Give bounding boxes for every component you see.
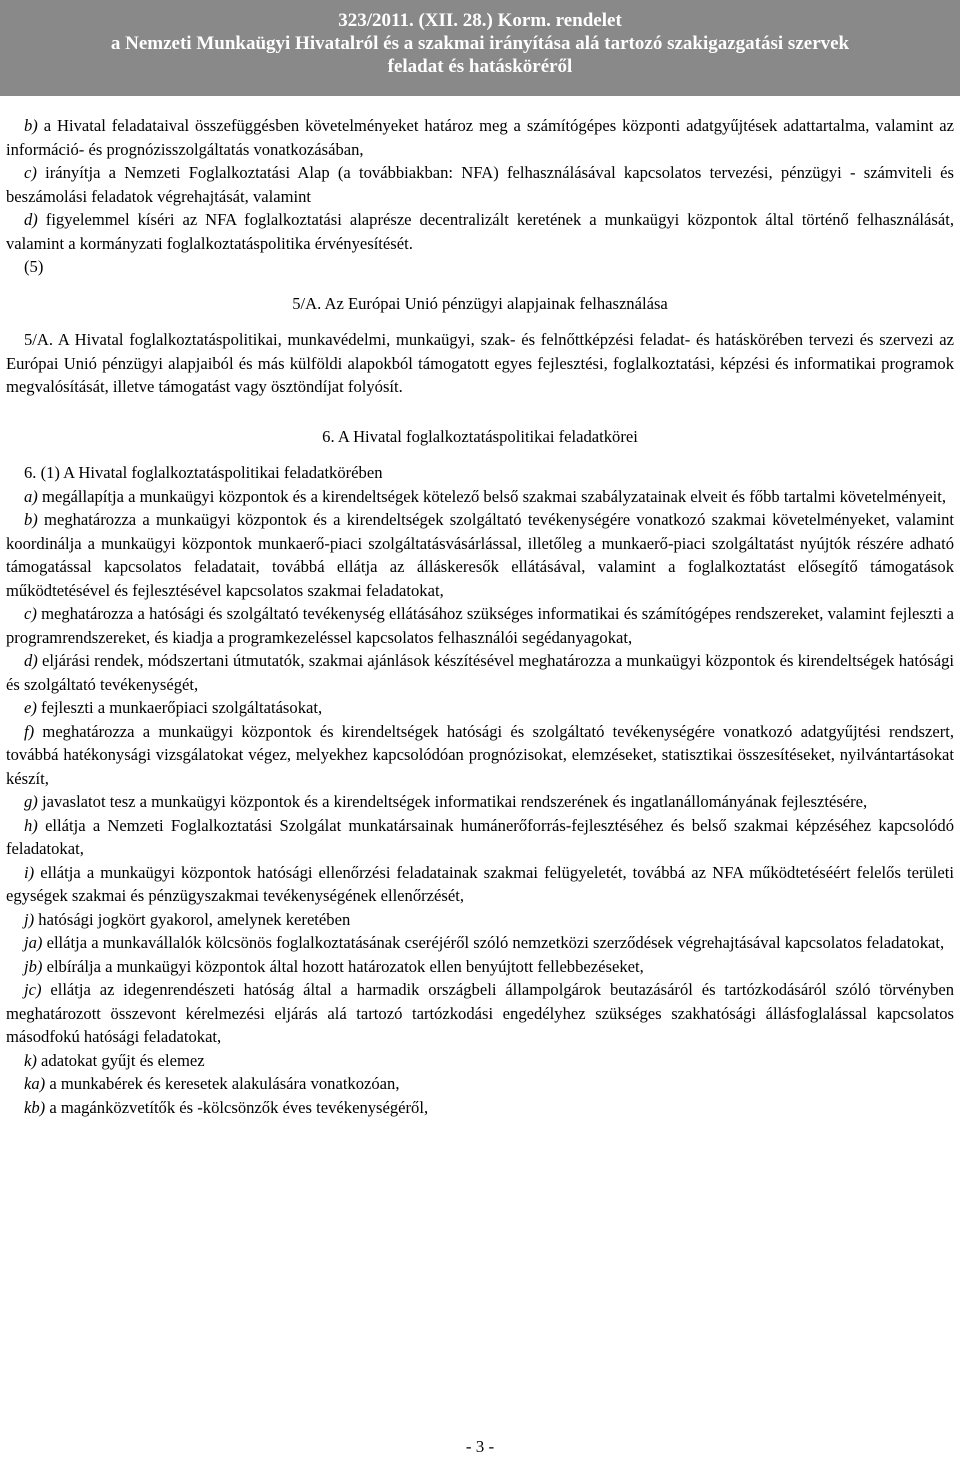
document-body [6,114,954,1119]
list-item-jc: jc) ellátja az idegenrendészeti hatóság által a harmadik országbeli állampolgárok beutazásáról és tartózkodásáról szóló törvényben meghatározott összevont kérelmezési eljárás alá tartozó tartózkodási engedélyhez szükséges szakhatósági állásfoglalással kapcsolatos másodfokú hatósági feladatokat, [6,980,954,1046]
document-header [0,0,960,96]
list-item-j: j) hatósági jogkört gyakorol, amelynek keretében [24,909,351,929]
list-item-jb: jb) elbírálja a munkaügyi központok által hozott határozatok ellen benyújtott fellebbezéseket, [24,956,644,976]
list-item-d: d) figyelemmel kíséri az NFA foglalkoztatási alaprésze decentralizált keretének a munkaügyi központok által történő felhasználását, valamint a kormányzati foglalkoztatáspolitika érvényesítését. [6,210,954,253]
list-item-d: d) eljárási rendek, módszertani útmutatók, szakmai ajánlások készítésével meghatározza a munkaügyi központok és kirendeltségek hatósági és szolgáltató tevékenységét, [6,651,954,694]
list-item-c: c) irányítja a Nemzeti Foglalkoztatási Alap (a továbbiakban: NFA) felhasználásával kapcsolatos tervezési, pénzügyi - számviteli és beszámolási feladatok végrehajtását, valamint [6,163,954,206]
paragraph-5: (5) [24,257,44,276]
list-item-f: f) meghatározza a munkaügyi központok és kirendeltségek hatósági és szolgáltató tevékenységére vonatkozó adatgyűjtési rendszert, továbbá hatékonysági vizsgálatokat végez, melyekhez kapcsolódóan prognózisokat, elemzéseket, statisztikai összesítéseket, nyilvántartásokat készít, [6,721,954,788]
list-item-i: i) ellátja a munkaügyi központok hatósági ellenőrzési feladatainak szakmai felügyeletét, továbbá az NFA működtetéséért felelős területi egységek szakmai és pénzügyszakmai tevékenységének ellenőrzését, [6,862,954,905]
header-line-3: feladat és hatásköréről [387,56,573,77]
page-number: - 3 - [465,1437,495,1456]
list-item-b: b) a Hivatal feladataival összefüggésben követelményeket határoz meg a számítógépes központi adatgyűjtések adattartalma, valamint az információ- és prognózisszolgáltatás vonatkozásában, [6,116,954,159]
list-item-a: a) megállapítja a munkaügyi központok és a kirendeltségek kötelező belső szakmai szabályzatainak elveit és főbb tartalmi követelményeit, [24,486,947,506]
section-heading-6: 6. A Hivatal foglalkoztatáspolitikai feladatkörei [322,426,638,446]
list-item-h: h) ellátja a Nemzeti Foglalkoztatási Szolgálat munkatársainak humánerőforrás-fejlesztéséhez és belső szakmai képzéséhez kapcsolódó feladatokat, [6,815,954,858]
section-6-intro: 6. (1) A Hivatal foglalkoztatáspolitikai feladatkörében [24,463,383,482]
section-5a-text: 5/A. A Hivatal foglalkoztatáspolitikai, munkavédelmi, munkaügyi, szak- és felnőttképzési feladat- és hatáskörében tervezi és szervezi az Európai Unió pénzügyi alapjaiból és más külföldi alapokból támogatott egyes fejlesztési, foglalkoztatási, képzési és informatikai programok megvalósítását, illetve támogatást vagy ösztöndíjat folyósít. [6,330,954,396]
list-item-b: b) meghatározza a munkaügyi központok és a kirendeltségek szolgáltató tevékenységére vonatkozó szakmai követelményeket, valamint koordinálja a munkaügyi központok munkaerő-piaci szolgáltatásvásárlással, illetőleg a munkaerő-piaci szolgáltatást nyújtók részére adható támogatással kapcsolatos feladatait, továbbá ellátja az álláskeresők ellátásával, valamint a foglalkoztatást elősegítő támogatások működtetésével és fejlesztésével kapcsolatos szakmai feladatokat, [6,510,954,600]
list-item-ka: ka) a munkabérek és keresetek alakulására vonatkozóan, [24,1074,400,1093]
list-item-ja: ja) ellátja a munkavállalók kölcsönös foglalkoztatásának cseréjéről szóló nemzetközi szerződések végrehajtásával kapcsolatos feladatokat, [24,933,945,952]
list-item-kb: kb) a magánközvetítők és -kölcsönzők éves tevékenységéről, [24,1097,429,1117]
header-line-1: 323/2011. (XII. 28.) Korm. rendelet [338,10,622,31]
list-item-g: g) javaslatot tesz a munkaügyi központok és a kirendeltségek informatikai rendszerének és ingatlanállományának fejlesztésére, [24,792,868,811]
section-heading-5a: 5/A. Az Európai Unió pénzügyi alapjainak felhasználása [292,293,668,313]
list-item-k: k) adatokat gyűjt és elemez [24,1050,205,1070]
header-line-2: a Nemzeti Munkaügyi Hivatalról és a szakmai irányítása alá tartozó szakigazgatási szervek [110,33,850,54]
list-item-e: e) fejleszti a munkaerőpiaci szolgáltatásokat, [24,698,323,717]
list-item-c: c) meghatározza a hatósági és szolgáltató tevékenység ellátásához szükséges informatikai és számítógépes rendszereket, valamint fejleszti a programrendszereket, és kiadja a programkezeléssel kapcsolatos felhasználói segédanyagokat, [6,604,954,647]
